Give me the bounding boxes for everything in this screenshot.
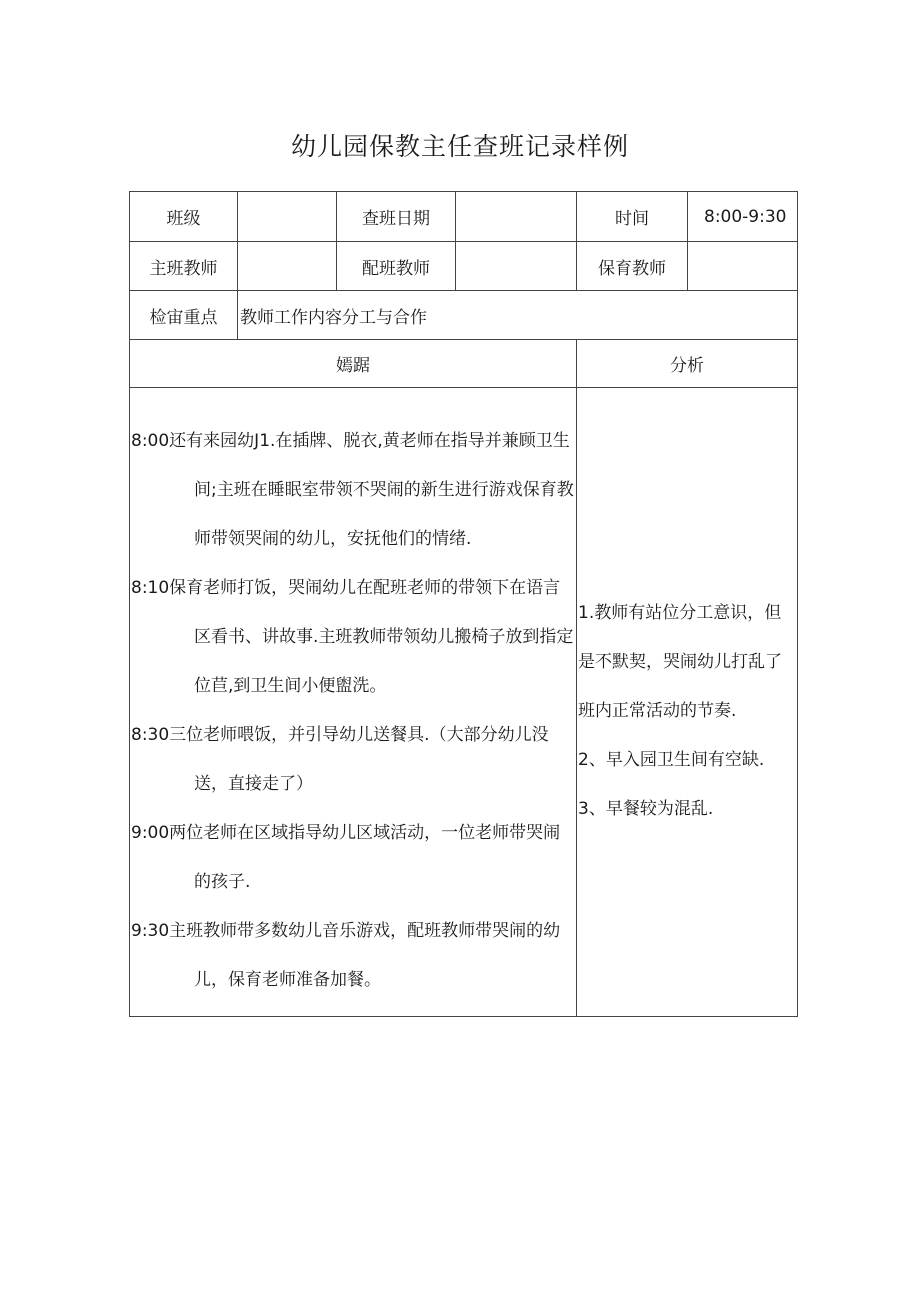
analysis-item-1: 1.教师有站位分工意识，但是不默契，哭闹幼儿打乱了班内正常活动的节奏. xyxy=(578,602,782,721)
analysis-item-3: 3、早餐较为混乱. xyxy=(578,798,714,819)
head-teacher-label: 主班教师 xyxy=(130,242,238,291)
care-teacher-value xyxy=(688,242,798,291)
class-value xyxy=(238,192,337,242)
table-row-teachers xyxy=(130,242,798,291)
assistant-teacher-value xyxy=(456,242,577,291)
focus-value: 教师工作内容分工与合作 xyxy=(238,291,798,340)
head-teacher-value xyxy=(238,242,337,291)
time-label: 时间 xyxy=(577,192,688,242)
record-cell xyxy=(130,388,577,1017)
time-value: 8:00-9:30 xyxy=(688,192,798,242)
table-row-class-info xyxy=(130,192,798,242)
record-header: 嫣踞 xyxy=(130,340,577,388)
focus-label: 检宙重点 xyxy=(130,291,238,340)
page-title: 幼儿园保教主任查班记录样例 xyxy=(290,132,629,161)
inspection-record-table xyxy=(129,191,798,1017)
table-row-focus xyxy=(130,291,798,340)
assistant-teacher-label: 配班教师 xyxy=(337,242,456,291)
class-label: 班级 xyxy=(130,192,238,242)
table-row-content xyxy=(130,388,798,1017)
record-entry-0800: 8:00还有来园幼J1.在插牌、脱衣,黄老师在指导并兼顾卫生间;主班在睡眠室带领不哭闹的新生进行游戏保育教师带领哭闹的幼儿，安抚他们的情绪. xyxy=(131,431,574,549)
care-teacher-label: 保育教师 xyxy=(577,242,688,291)
table-row-section-header xyxy=(130,340,798,388)
record-entry-0830: 8:30三位老师喂饭，并引导幼儿送餐具.（大部分幼儿没送，直接走了） xyxy=(131,725,549,794)
analysis-header: 分析 xyxy=(577,340,798,388)
analysis-list xyxy=(577,571,797,834)
analysis-item-2: 2、早入园卫生间有空缺. xyxy=(578,749,765,770)
record-list xyxy=(130,399,576,1005)
record-entry-0900: 9:00两位老师在区域指导幼儿区域活动，一位老师带哭闹的孩子. xyxy=(131,823,561,892)
record-entry-0930: 9:30主班教师带多数幼儿音乐游戏，配班教师带哭闹的幼儿，保育老师准备加餐。 xyxy=(131,921,561,990)
inspection-date-label: 查班日期 xyxy=(337,192,456,242)
record-entry-0810: 8:10保育老师打饭，哭闹幼儿在配班老师的带领下在语言区看书、讲故事.主班教师带领幼儿搬椅子放到指定位苣,到卫生间小便盥洗。 xyxy=(131,578,574,696)
inspection-date-value xyxy=(456,192,577,242)
analysis-cell xyxy=(577,388,798,1017)
